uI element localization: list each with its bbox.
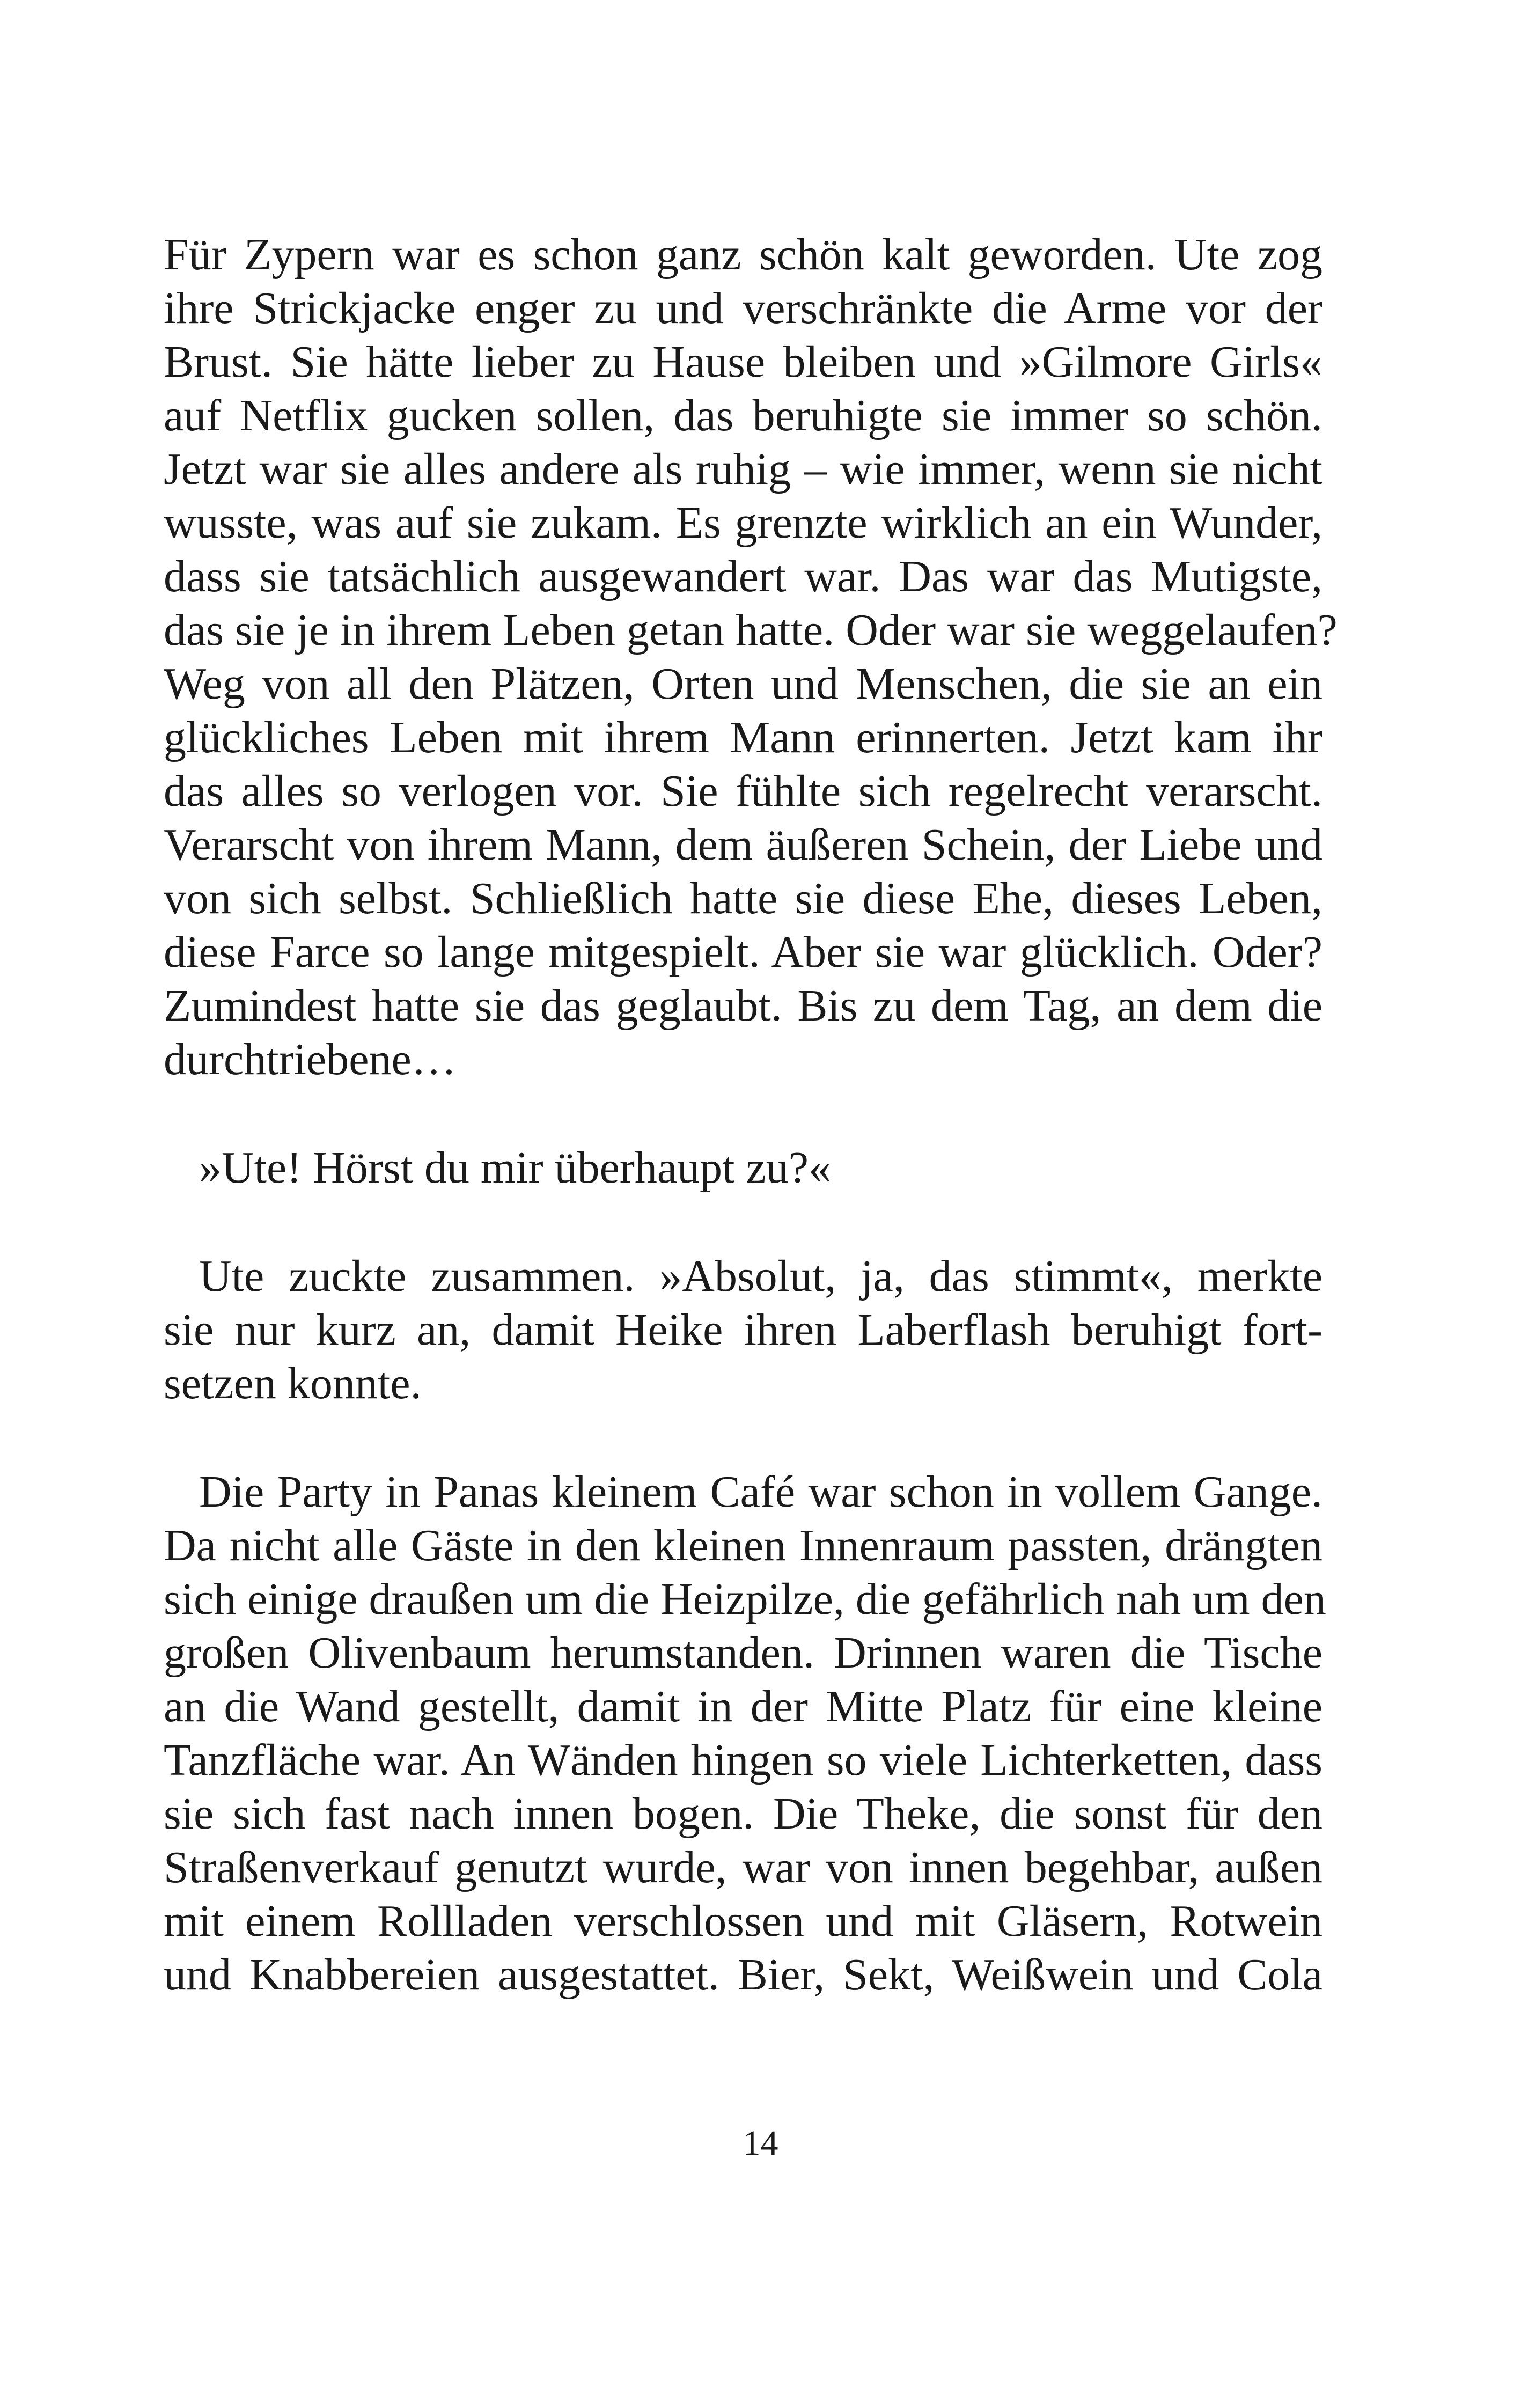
text-line: sich einige draußen um die Heizpilze, die gefährlich nah um den: [164, 1574, 1326, 1624]
text-line: Jetzt war sie alles andere als ruhig – wie immer, wenn sie nicht: [164, 444, 1322, 494]
body-text: [164, 228, 1338, 2002]
paragraph-spacer: [164, 1195, 1322, 1250]
paragraph-2: [164, 1141, 1322, 1195]
paragraph-spacer: [164, 1086, 1322, 1141]
paragraph-3: [164, 1250, 1322, 1411]
text-line: Für Zypern war es schon ganz schön kalt geworden. Ute zog: [164, 230, 1322, 280]
text-line: ihre Strickjacke enger zu und verschränkte die Arme vor der: [164, 283, 1322, 333]
text-line: sie sich fast nach innen bogen. Die Theke, die sonst für den: [164, 1789, 1322, 1839]
text-line: und Knabbereien ausgestattet. Bier, Sekt, Weißwein und Cola: [164, 1950, 1322, 2000]
page-number: 14: [743, 2124, 778, 2163]
text-line: sie nur kurz an, damit Heike ihren Laberflash beruhigt fort-: [164, 1305, 1322, 1355]
text-line: mit einem Rollladen verschlossen und mit Gläsern, Rotwein: [164, 1896, 1322, 1946]
paragraph-4: [164, 1465, 1326, 2002]
text-line: »Ute! Hörst du mir überhaupt zu?«: [199, 1143, 832, 1193]
text-line: Brust. Sie hätte lieber zu Hause bleiben und »Gilmore Girls«: [164, 337, 1322, 387]
text-line: Tanzfläche war. An Wänden hingen so viele Lichterketten, dass: [164, 1735, 1322, 1785]
text-line: Verarscht von ihrem Mann, dem äußeren Schein, der Liebe und: [164, 820, 1322, 870]
text-line: dass sie tatsächlich ausgewandert war. Das war das Mutigste,: [164, 552, 1322, 601]
text-line: großen Olivenbaum herumstanden. Drinnen waren die Tische: [164, 1628, 1322, 1678]
text-line: Da nicht alle Gäste in den kleinen Innenraum passten, drängten: [164, 1521, 1322, 1570]
paragraph-spacer: [164, 1411, 1322, 1465]
text-line: wusste, was auf sie zukam. Es grenzte wirklich an ein Wunder,: [164, 498, 1322, 548]
text-line: durchtriebene…: [164, 1034, 457, 1084]
text-line: auf Netflix gucken sollen, das beruhigte sie immer so schön.: [164, 391, 1322, 441]
text-line: von sich selbst. Schließlich hatte sie diese Ehe, dieses Leben,: [164, 873, 1322, 923]
text-line: Zumindest hatte sie das geglaubt. Bis zu dem Tag, an dem die: [164, 981, 1322, 1031]
text-line: das alles so verlogen vor. Sie fühlte sich regelrecht verarscht.: [164, 766, 1322, 816]
text-line: diese Farce so lange mitgespielt. Aber sie war glücklich. Oder?: [164, 927, 1322, 977]
paragraph-1: [164, 228, 1338, 1086]
text-line: das sie je in ihrem Leben getan hatte. Oder war sie weggelaufen?: [164, 605, 1338, 655]
text-line: glückliches Leben mit ihrem Mann erinnerten. Jetzt kam ihr: [164, 713, 1322, 762]
text-line: Die Party in Panas kleinem Café war schon in vollem Gange.: [199, 1467, 1322, 1517]
text-line: Weg von all den Plätzen, Orten und Menschen, die sie an ein: [164, 659, 1322, 709]
text-line: an die Wand gestellt, damit in der Mitte Platz für eine kleine: [164, 1682, 1322, 1731]
text-line: setzen konnte.: [164, 1359, 422, 1408]
text-line: Straßenverkauf genutzt wurde, war von innen begehbar, außen: [164, 1842, 1322, 1892]
text-line: Ute zuckte zusammen. »Absolut, ja, das stimmt«, merkte: [199, 1251, 1322, 1301]
